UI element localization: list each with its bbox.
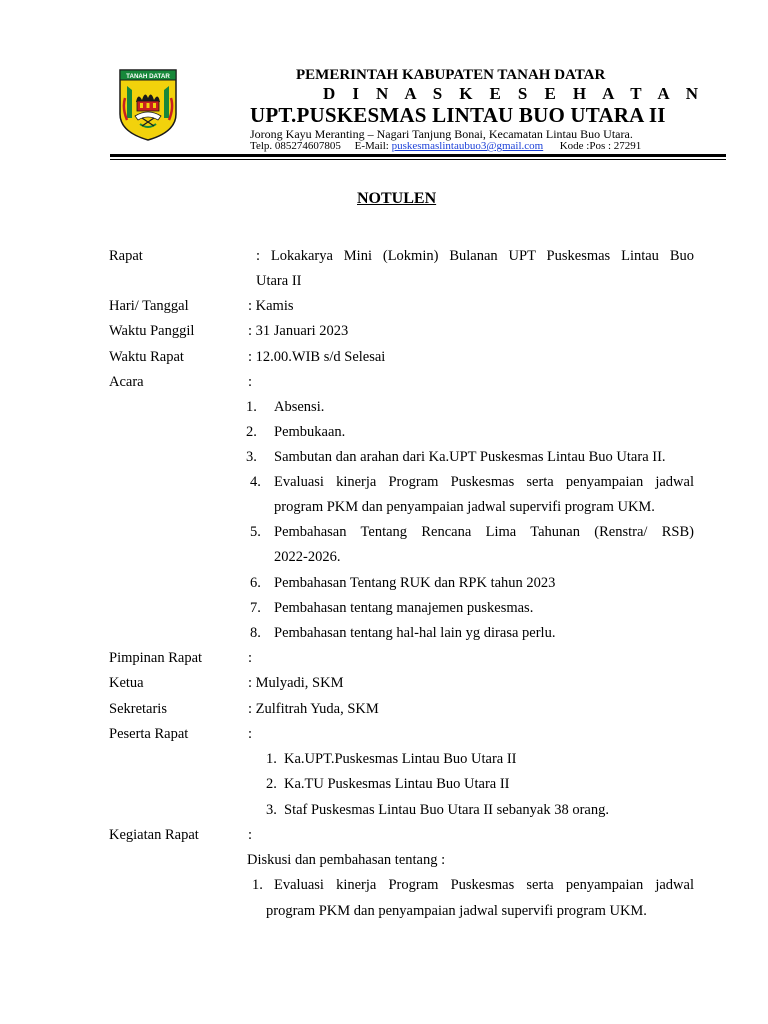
peserta-item-text: Staf Puskesmas Lintau Buo Utara II sebanyak 38 orang. (284, 802, 609, 818)
header-email-link[interactable]: puskesmaslintaubuo3@gmail.com (391, 140, 544, 152)
peserta-item-text: Ka.UPT.Puskesmas Lintau Buo Utara II (284, 751, 517, 767)
sekretaris-label: Sekretaris (109, 701, 167, 717)
pimpinan-rapat-value: : (248, 650, 253, 666)
peserta-item-text: Ka.TU Puskesmas Lintau Buo Utara II (284, 776, 510, 792)
acara-item-text: Pembahasan Tentang RUK dan RPK tahun 2023 (274, 575, 556, 591)
waktu-rapat-value: : 12.00.WIB s/d Selesai (248, 349, 386, 365)
kegiatan-item-text: Evaluasi kinerja Program Puskesmas serta penyampaian jadwal (274, 877, 694, 893)
header-phone: Telp. 085274607805 (250, 140, 341, 152)
header-postal-code: Kode :Pos : 27291 (559, 140, 642, 152)
sekretaris-value: : Zulfitrah Yuda, SKM (248, 701, 379, 717)
acara-item-number: 8. (250, 625, 261, 641)
acara-item-text: Sambutan dan arahan dari Ka.UPT Puskesmas Lintau Buo Utara II. (274, 449, 666, 465)
waktu-rapat-label: Waktu Rapat (109, 349, 184, 365)
header-institution-name: UPT.PUSKESMAS LINTAU BUO UTARA II (250, 103, 666, 127)
acara-item-text: Pembahasan tentang manajemen puskesmas. (274, 600, 534, 616)
kegiatan-rapat-value: : (248, 827, 253, 843)
header-divider-thin (110, 159, 726, 160)
peserta-item-number: 3. (266, 802, 277, 818)
acara-item-text-continued: program PKM dan penyampaian jadwal supervifi program UKM. (274, 499, 655, 515)
acara-item-number: 7. (250, 600, 261, 616)
kegiatan-item-number: 1. (252, 877, 263, 893)
rapat-value-line-1: : Lokakarya Mini (Lokmin) Bulanan UPT Puskesmas Lintau Buo (256, 248, 694, 264)
peserta-rapat-value: : (248, 726, 253, 742)
svg-text:TANAH DATAR: TANAH DATAR (126, 73, 170, 80)
acara-item-number: 1. (246, 399, 257, 415)
header-email-label: E-Mail: (354, 140, 389, 152)
kegiatan-rapat-label: Kegiatan Rapat (109, 827, 199, 843)
kegiatan-intro: Diskusi dan pembahasan tentang : (247, 852, 446, 868)
peserta-rapat-label: Peserta Rapat (109, 726, 189, 742)
ketua-label: Ketua (109, 675, 144, 691)
tanah-datar-emblem-icon (118, 68, 178, 142)
header-address: Jorong Kayu Meranting – Nagari Tanjung Bonai, Kecamatan Lintau Buo Utara. (250, 127, 633, 141)
hari-tanggal-value: : Kamis (248, 298, 294, 314)
ketua-value: : Mulyadi, SKM (248, 675, 344, 691)
header-divider-thick (110, 154, 726, 157)
acara-item-text: Evaluasi kinerja Program Puskesmas serta penyampaian jadwal (274, 474, 694, 490)
acara-item-number: 5. (250, 524, 261, 540)
kegiatan-item-text-continued: program PKM dan penyampaian jadwal supervifi program UKM. (266, 903, 647, 919)
acara-item-number: 2. (246, 424, 257, 440)
rapat-value-line-2: Utara II (256, 273, 302, 289)
acara-value: : (248, 374, 253, 390)
header-contact-line (250, 140, 641, 152)
acara-item-number: 3. (246, 449, 257, 465)
acara-item-number: 6. (250, 575, 261, 591)
acara-item-number: 4. (250, 474, 261, 490)
waktu-panggil-label: Waktu Panggil (109, 323, 195, 339)
waktu-panggil-value: : 31 Januari 2023 (248, 323, 349, 339)
acara-item-text: Pembahasan Tentang Rencana Lima Tahunan (Renstra/ RSB) (274, 524, 694, 540)
acara-item-text: Absensi. (274, 399, 325, 415)
acara-item-text-continued: 2022-2026. (274, 549, 341, 565)
acara-item-text: Pembukaan. (274, 424, 346, 440)
header-department-name: D I N A S K E S E H A T A N (323, 84, 705, 103)
rapat-label: Rapat (109, 248, 143, 264)
acara-label: Acara (109, 374, 144, 390)
peserta-item-number: 2. (266, 776, 277, 792)
hari-tanggal-label: Hari/ Tanggal (109, 298, 189, 314)
header-government-name: PEMERINTAH KABUPATEN TANAH DATAR (296, 67, 606, 83)
acara-item-text: Pembahasan tentang hal-hal lain yg dirasa perlu. (274, 625, 556, 641)
pimpinan-rapat-label: Pimpinan Rapat (109, 650, 203, 666)
document-title: NOTULEN (357, 190, 437, 207)
peserta-item-number: 1. (266, 751, 277, 767)
